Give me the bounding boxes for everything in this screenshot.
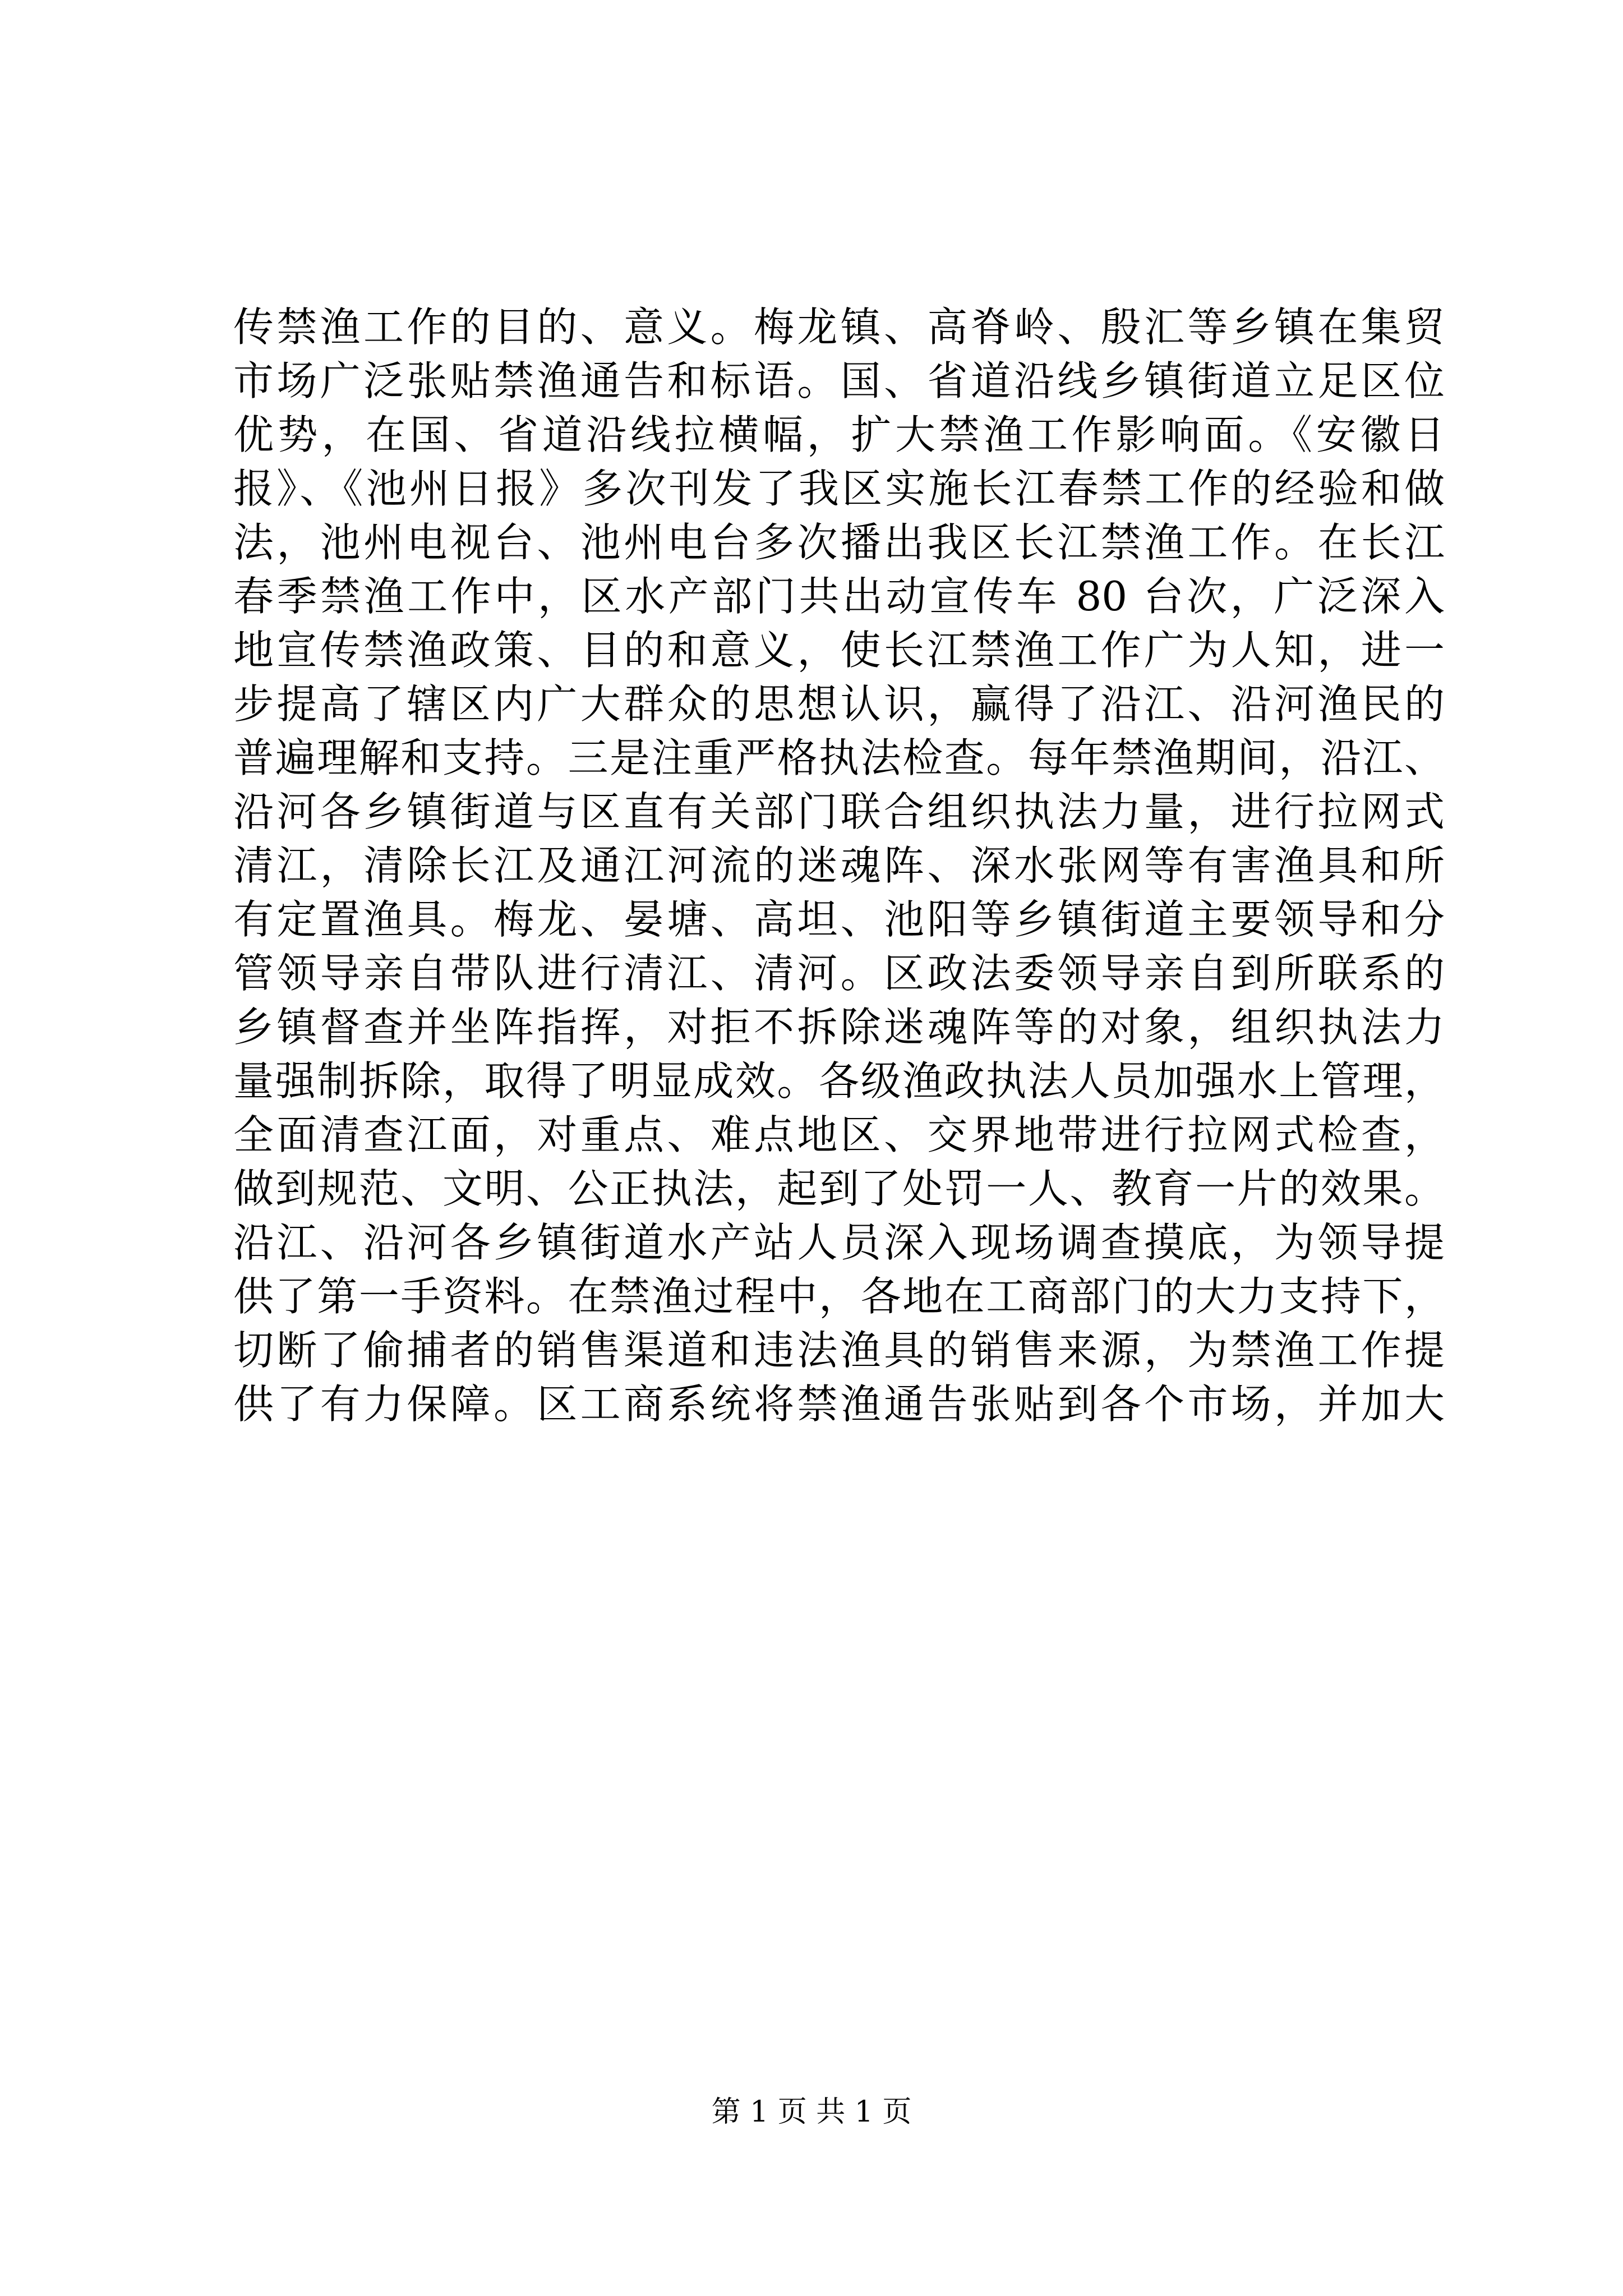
text-line: 有定置渔具。梅龙、晏塘、高坦、池阳等乡镇街道主要领导和分 [233,896,1445,943]
page-footer: 第 1 页 共 1 页 [711,2095,912,2129]
body-text [233,300,1445,1431]
text-line: 乡镇督查并坐阵指挥，对拒不拆除迷魂阵等的对象，组织执法力 [233,1004,1445,1051]
text-line: 法，池州电视台、池州电台多次播出我区长江禁渔工作。在长江 [233,519,1445,566]
text-line: 报》、《池州日报》多次刊发了我区实施长江春禁工作的经验和做 [233,465,1445,512]
text-line: 供了有力保障。区工商系统将禁渔通告张贴到各个市场，并加大 [233,1381,1445,1428]
text-line: 普遍理解和支持。三是注重严格执法检查。每年禁渔期间，沿江、 [233,734,1445,781]
text-line: 春季禁渔工作中，区水产部门共出动宣传车 80 台次，广泛深入 [233,573,1445,620]
text-line: 沿江、沿河各乡镇街道水产站人员深入现场调查摸底，为领导提 [233,1219,1445,1266]
text-line: 量强制拆除，取得了明显成效。各级渔政执法人员加强水上管理， [233,1057,1445,1105]
text-line: 地宣传禁渔政策、目的和意义，使长江禁渔工作广为人知，进一 [233,627,1445,674]
text-line: 优势，在国、省道沿线拉横幅，扩大禁渔工作影响面。《安徽日 [233,411,1445,458]
text-line: 清江，清除长江及通江河流的迷魂阵、深水张网等有害渔具和所 [233,842,1445,889]
text-line: 传禁渔工作的目的、意义。梅龙镇、高脊岭、殷汇等乡镇在集贸 [233,303,1445,351]
text-line: 供了第一手资料。在禁渔过程中，各地在工商部门的大力支持下， [233,1273,1445,1320]
text-line: 做到规范、文明、公正执法，起到了处罚一人、教育一片的效果。 [233,1165,1445,1212]
text-line: 步提高了辖区内广大群众的思想认识，赢得了沿江、沿河渔民的 [233,680,1445,728]
text-line: 管领导亲自带队进行清江、清河。区政法委领导亲自到所联系的 [233,950,1445,997]
text-line: 全面清查江面，对重点、难点地区、交界地带进行拉网式检查， [233,1111,1445,1158]
text-line: 沿河各乡镇街道与区直有关部门联合组织执法力量，进行拉网式 [233,788,1445,835]
text-line: 切断了偷捕者的销售渠道和违法渔具的销售来源，为禁渔工作提 [233,1327,1445,1374]
text-line: 市场广泛张贴禁渔通告和标语。国、省道沿线乡镇街道立足区位 [233,357,1445,404]
